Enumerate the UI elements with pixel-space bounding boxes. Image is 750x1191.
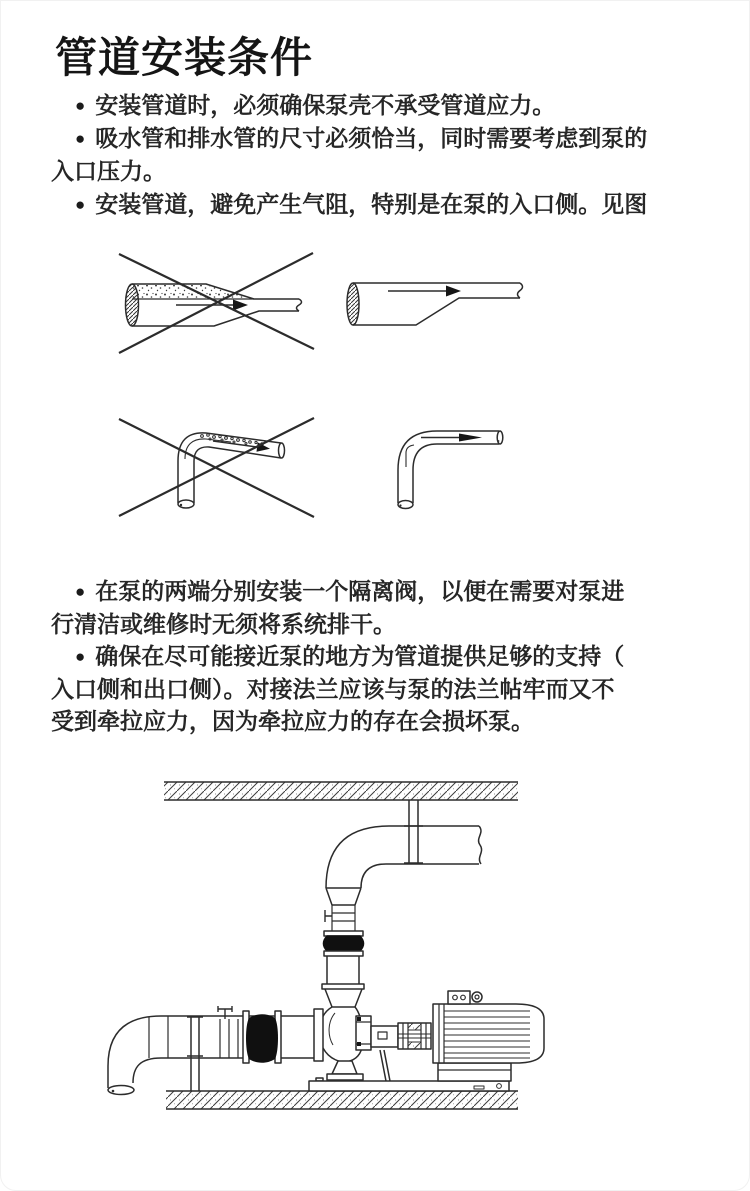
page-title: 管道安装条件: [55, 34, 314, 81]
text-line: [51, 188, 711, 221]
bullet-list-top: [51, 89, 711, 221]
flow-arrow-head: [459, 434, 482, 442]
text-line: [51, 640, 711, 673]
reducer-correct-drawing: [343, 275, 528, 335]
discharge-expansion-joint: [324, 936, 364, 951]
suction-piping: [108, 1006, 314, 1095]
figure-pump-installation: [96, 773, 556, 1118]
bullet-item: [51, 122, 711, 188]
discharge-elbow-inner: [361, 864, 479, 888]
bearing-frame: [356, 1016, 398, 1050]
cross-out-x: [119, 253, 314, 353]
text-line: [51, 575, 711, 608]
pipe-cut-face: [126, 284, 139, 326]
suction-open-end: [108, 1086, 134, 1095]
cross-out-x: [119, 418, 314, 517]
discharge-elbow-outer: [326, 826, 479, 888]
pipe-cut-face: [347, 283, 359, 325]
text-line: 受到牵拉应力，因为牵拉应力的存在会损坏泵。: [51, 708, 534, 734]
flange: [324, 951, 363, 956]
floor-hatch: [166, 1091, 518, 1109]
pump-foot: [332, 1061, 357, 1074]
pump-installation-drawing: [96, 773, 556, 1118]
pipe-break-mark: [297, 299, 302, 311]
figure-reducer-correct: [343, 275, 528, 335]
pipe-break-mark: [518, 283, 523, 298]
terminal-box: [448, 991, 470, 1004]
ceiling-hatch: [164, 782, 518, 800]
bullet-item: [51, 89, 711, 122]
pipe-break-oval: [497, 431, 503, 444]
pipe-break-oval: [279, 443, 285, 458]
discharge-flange: [322, 984, 364, 989]
elbow-correct-drawing: [387, 415, 507, 513]
suction-valve: [218, 1006, 238, 1058]
pipe-support-post: [187, 1017, 203, 1091]
bullet-text: 安装管道时，必须确保泵壳不承受管道应力。: [95, 92, 556, 118]
text-line: [51, 122, 711, 155]
pump-suction-flange: [314, 1009, 323, 1061]
bullet-text: 吸水管和排水管的尺寸必须恰当，同时需要考虑到泵的: [95, 125, 648, 151]
reducer-incorrect-drawing: [109, 247, 319, 359]
bullet-text: 在泵的两端分别安装一个隔离阀，以便在需要对泵进: [95, 578, 625, 604]
pipe-hanger: [404, 800, 423, 864]
text-line: 入口侧和出口侧）。对接法兰应该与泵的法兰帖牢而又不: [51, 676, 615, 702]
suction-elbow-outer: [108, 1016, 161, 1088]
pipe-segment: [327, 956, 359, 984]
discharge-valve: [325, 905, 355, 931]
flow-arrow-head: [446, 286, 461, 297]
text-line: 入口压力。: [51, 158, 166, 184]
suction-expansion-joint: [243, 1011, 281, 1063]
motor-base: [438, 1063, 511, 1081]
bullet-text: 安装管道，避免产生气阻，特别是在泵的入口侧。见图: [95, 191, 648, 217]
end-dot: [180, 504, 182, 506]
text-line: 行清洁或维修时无须将系统排干。: [51, 611, 396, 637]
bullet-dot: ●: [75, 195, 86, 214]
pipe-break-mark: [479, 826, 482, 864]
discharge-piping: [322, 800, 482, 1007]
elbow-inner-edge: [413, 444, 499, 470]
bullet-list-bottom: [51, 575, 711, 737]
elbow-incorrect-drawing: [111, 411, 316, 523]
bullet-dot: ●: [75, 129, 86, 148]
reducer-taper: [326, 888, 361, 905]
figure-elbow-correct: [387, 415, 507, 513]
figure-elbow-incorrect: [111, 411, 316, 523]
text-line: [51, 89, 711, 122]
figure-reducer-incorrect: [109, 247, 319, 359]
end-dot: [399, 504, 401, 506]
pipe-bottom-edge: [353, 298, 520, 325]
end-dot: [112, 1090, 115, 1093]
bullet-dot: ●: [75, 582, 86, 601]
suction-elbow-inner: [133, 1058, 161, 1083]
pump-foot-base: [327, 1074, 363, 1080]
vertical-leg-edges: [398, 470, 413, 503]
motor-body: [433, 1004, 544, 1063]
lifting-eye: [472, 992, 482, 1002]
bullet-item: [51, 640, 711, 737]
bullet-dot: ●: [75, 96, 86, 115]
coupling: [398, 1023, 431, 1049]
discharge-cone: [325, 989, 362, 1007]
flow-arrow-head: [233, 300, 248, 311]
pipe-bottom-edge: [132, 311, 299, 326]
bullet-item: [51, 188, 711, 221]
bullet-text: 确保在尽可能接近泵的地方为管道提供足够的支持（: [95, 643, 625, 669]
motor: [433, 991, 544, 1081]
coupling-support-strut: [380, 1050, 390, 1081]
end-dot: [498, 440, 500, 442]
pipe-joint-lines: [149, 1016, 168, 1058]
bullet-item: [51, 575, 711, 640]
bullet-dot: ●: [75, 647, 86, 666]
